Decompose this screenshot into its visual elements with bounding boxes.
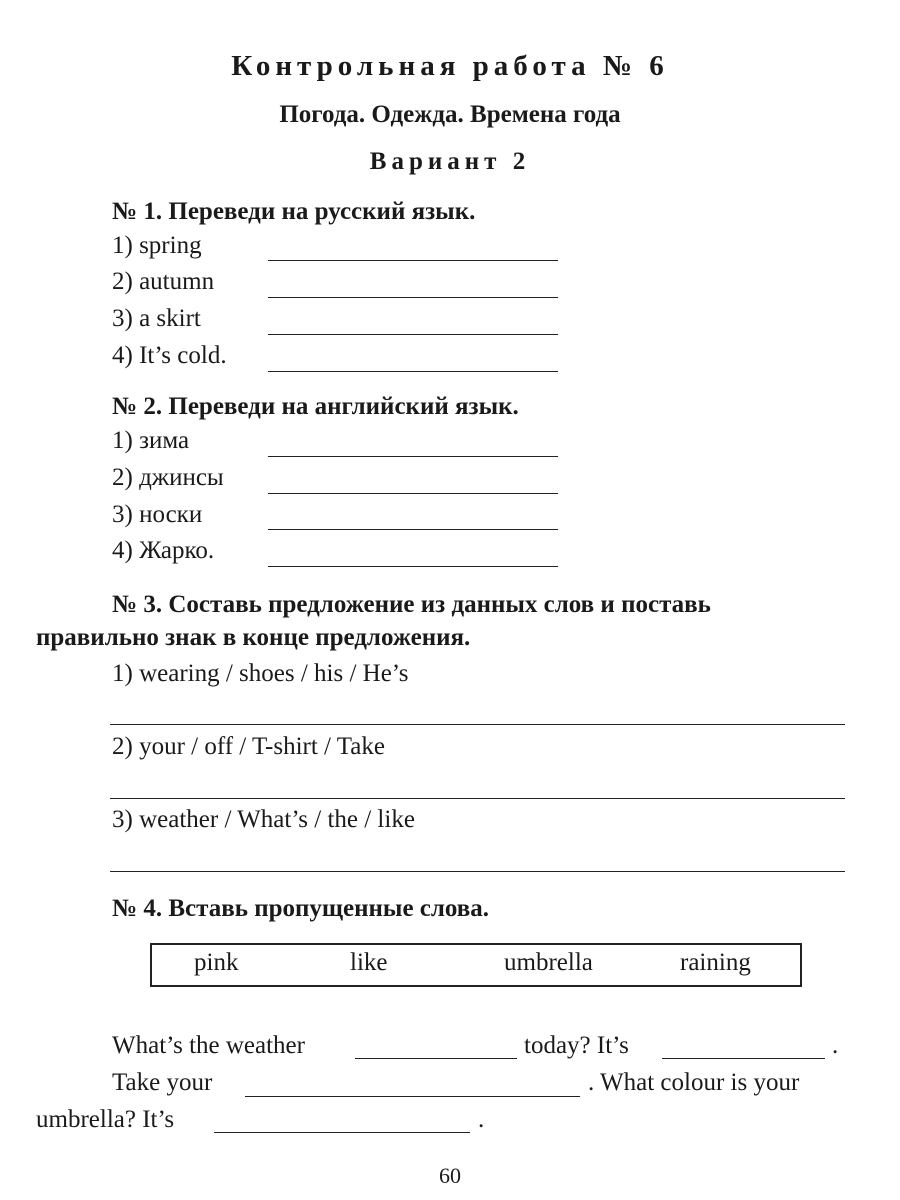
task3-item-2: 2) your / off / T-shirt / Take <box>112 733 385 760</box>
sentence1-part1: What’s the weather <box>112 1032 305 1059</box>
sentence1-period: . <box>832 1032 839 1059</box>
fill-blank-2[interactable] <box>662 1058 825 1059</box>
task2-heading: № 2. Переведи на английский язык. <box>112 393 519 420</box>
sentence1-part2: today? It’s <box>524 1032 629 1059</box>
task2-item-3: 3) носки <box>112 501 203 528</box>
sentence2-part1: Take your <box>112 1069 213 1096</box>
sentence3-part1: umbrella? It’s <box>36 1106 175 1133</box>
task2-answer-line-3[interactable] <box>268 529 558 530</box>
task2-answer-line-1[interactable] <box>268 456 558 457</box>
task3-heading-line2: правильно знак в конце предложения. <box>36 624 471 651</box>
task1-item-4: 4) It’s cold. <box>112 342 227 369</box>
task2-item-2: 2) джинсы <box>112 464 224 491</box>
worksheet-subtitle: Погода. Одежда. Времена года <box>279 101 621 128</box>
word-bank-item: umbrella <box>504 949 593 976</box>
task1-answer-line-3[interactable] <box>268 334 558 335</box>
task2-item-1: 1) зима <box>112 427 190 454</box>
page-number: 60 <box>439 1163 461 1188</box>
word-bank-box <box>150 943 802 987</box>
sentence2-part2: . What colour is your <box>588 1069 800 1096</box>
task2-answer-line-4[interactable] <box>268 566 558 567</box>
fill-blank-3[interactable] <box>245 1096 580 1097</box>
task1-answer-line-2[interactable] <box>268 297 558 298</box>
fill-blank-1[interactable] <box>355 1058 517 1059</box>
worksheet-title: Контрольная работа № 6 <box>231 50 669 82</box>
task4-heading: № 4. Вставь пропущенные слова. <box>112 895 490 922</box>
task1-answer-line-1[interactable] <box>268 260 558 261</box>
task3-answer-line-1[interactable] <box>110 724 845 725</box>
word-bank-item: like <box>350 949 388 976</box>
task1-item-2: 2) autumn <box>112 268 215 295</box>
task3-answer-line-2[interactable] <box>110 798 845 799</box>
variant-label: Вариант 2 <box>369 148 531 175</box>
task2-item-4: 4) Жарко. <box>112 537 215 564</box>
task1-answer-line-4[interactable] <box>268 371 558 372</box>
task2-answer-line-2[interactable] <box>268 493 558 494</box>
fill-blank-4[interactable] <box>214 1132 470 1133</box>
word-bank-item: pink <box>194 949 239 976</box>
task3-item-3: 3) weather / What’s / the / like <box>112 806 415 833</box>
task3-answer-line-3[interactable] <box>110 871 845 872</box>
task1-item-1: 1) spring <box>112 232 202 259</box>
task1-item-3: 3) a skirt <box>112 305 201 332</box>
sentence3-period: . <box>478 1106 485 1133</box>
word-bank-item: raining <box>680 949 751 976</box>
task1-heading: № 1. Переведи на русский язык. <box>112 198 476 225</box>
task3-heading-line1: № 3. Составь предложение из данных слов и поставь <box>112 591 711 618</box>
task3-item-1: 1) wearing / shoes / his / He’s <box>112 660 409 687</box>
